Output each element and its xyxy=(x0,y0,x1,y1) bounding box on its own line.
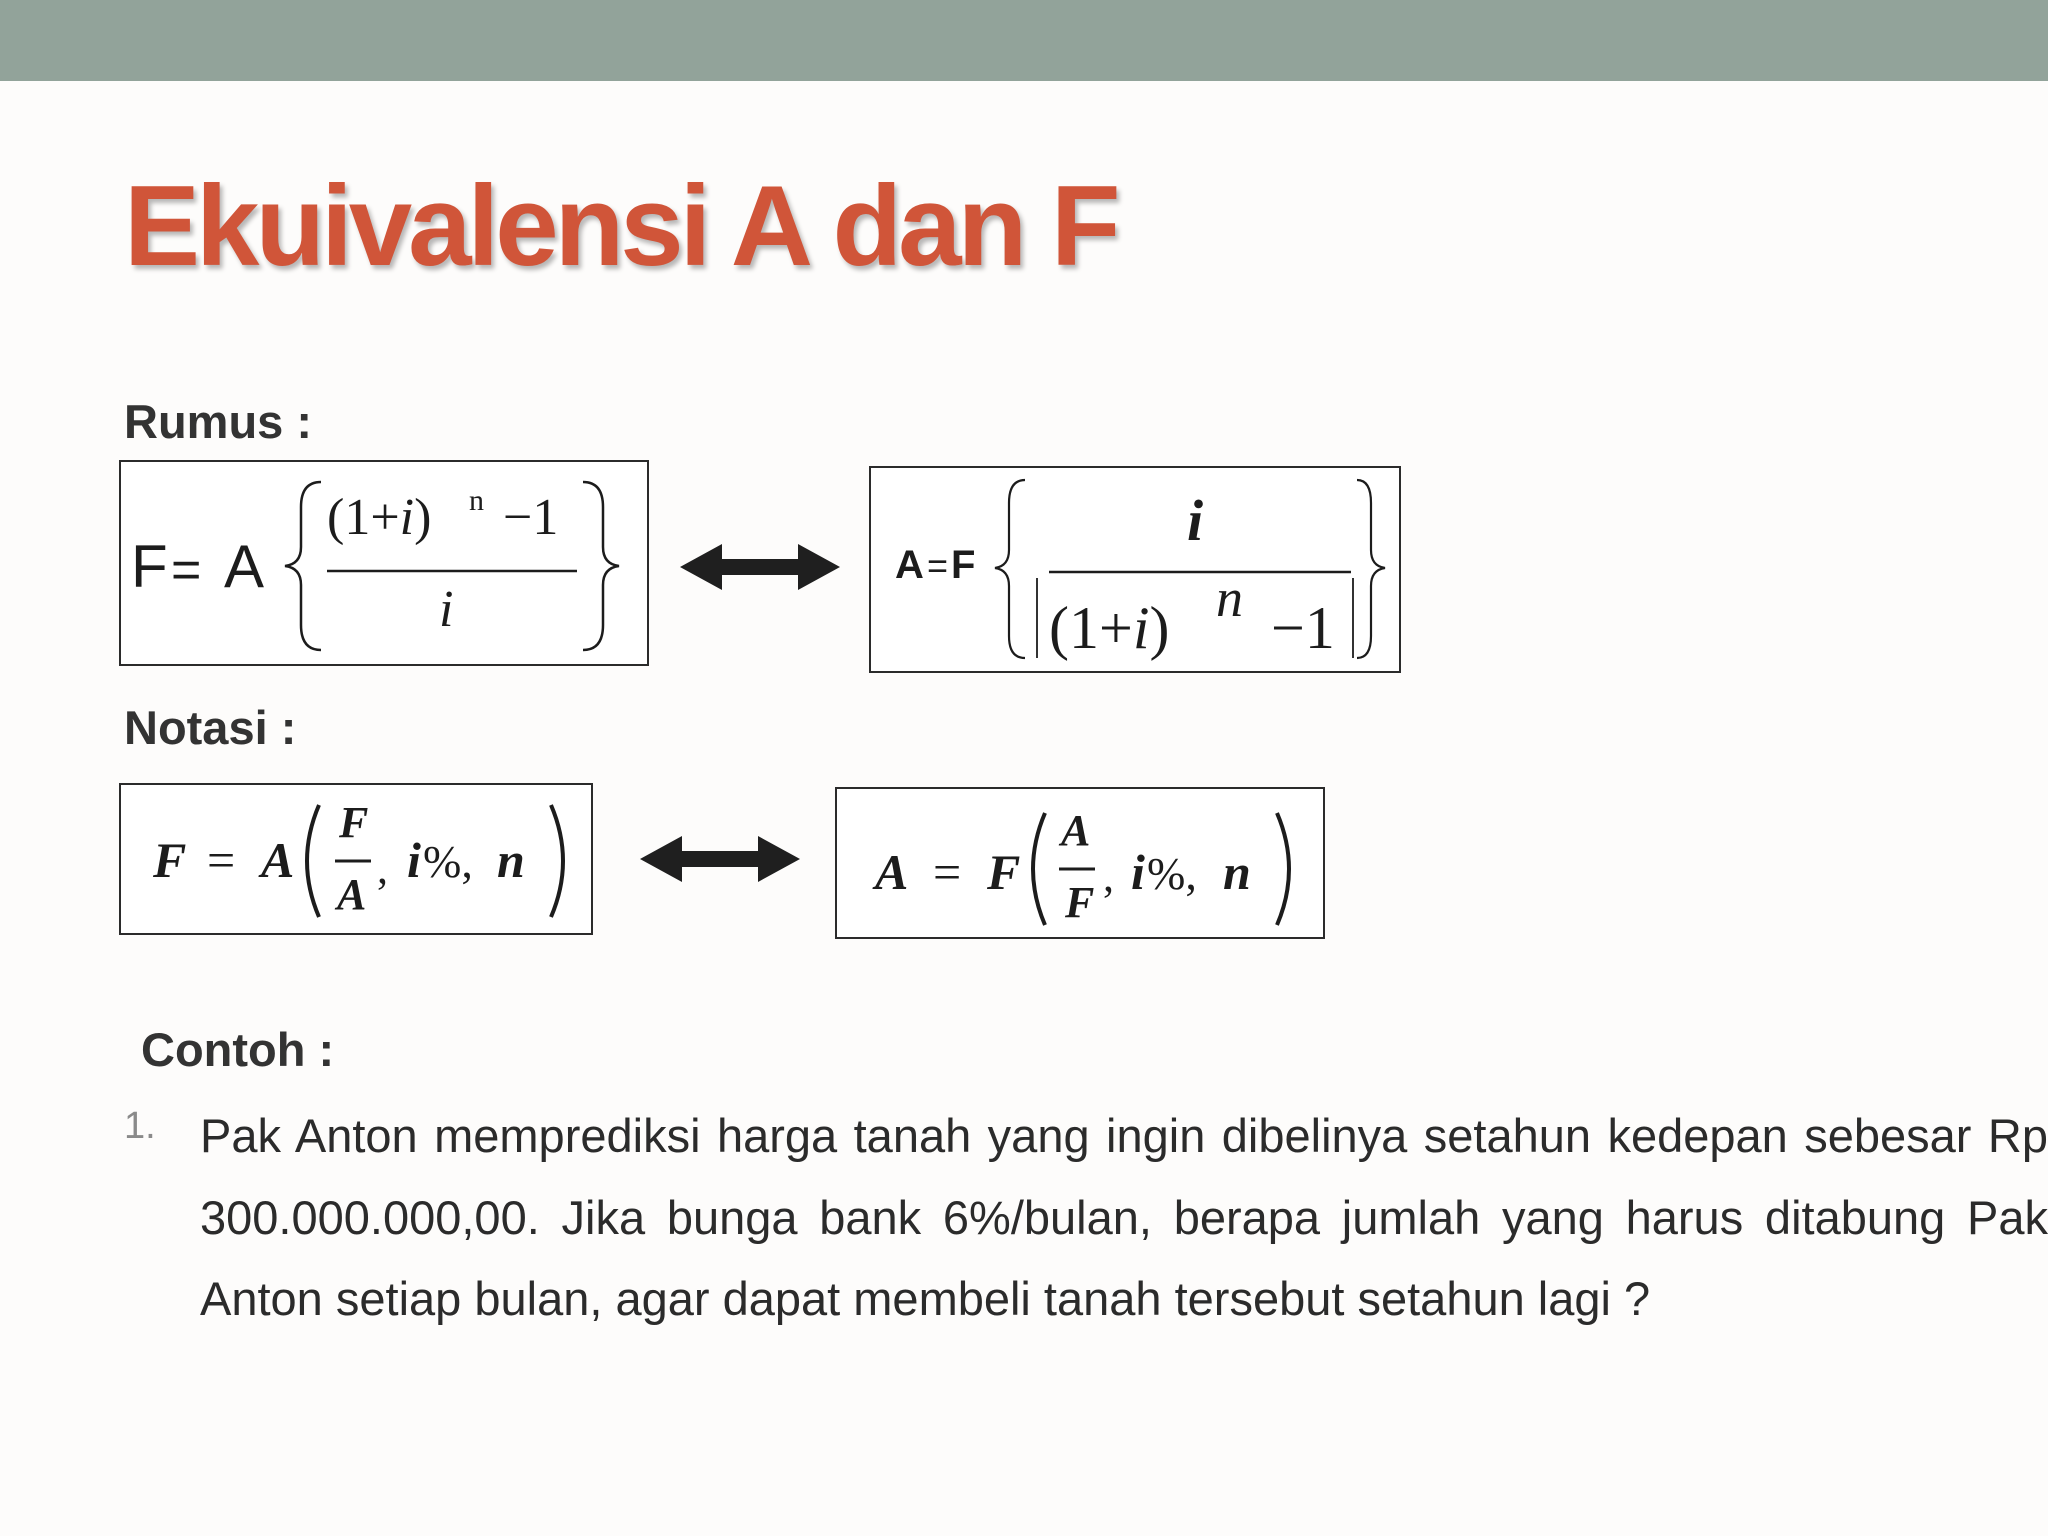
svg-text:−1: −1 xyxy=(1271,595,1335,661)
svg-text:F: F xyxy=(987,844,1021,900)
notation-a-f xyxy=(835,787,1325,939)
svg-text:A: A xyxy=(261,832,295,888)
svg-text:i: i xyxy=(407,832,421,888)
svg-text:n: n xyxy=(497,832,525,888)
svg-text:A: A xyxy=(895,543,924,587)
svg-text:A: A xyxy=(224,533,265,600)
slide-title: Ekuivalensi A dan F xyxy=(124,163,1117,290)
svg-text:n: n xyxy=(469,484,484,517)
svg-text:=: = xyxy=(207,832,236,888)
svg-text:n: n xyxy=(1216,568,1243,628)
notation-a-f-graphic xyxy=(837,789,1327,941)
svg-text:(1+i): (1+i) xyxy=(1049,595,1170,661)
svg-text:−1: −1 xyxy=(503,489,559,546)
example-text: Pak Anton memprediksi harga tanah yang ingin dibelinya setahun kedepan sebesar Rp 300.000.000,00. Jika bunga bank 6%/bulan, berapa jumlah yang harus ditabung Pak Anton setiap bulan, agar dapat membeli tanah tersebut setahun lagi ? xyxy=(200,1109,2048,1325)
formula-a-from-f-graphic xyxy=(871,468,1403,675)
svg-text:F: F xyxy=(951,543,976,587)
double-arrow-icon xyxy=(640,832,800,886)
svg-text:F: F xyxy=(339,798,369,847)
svg-text:i: i xyxy=(439,581,454,638)
notation-f-a-graphic xyxy=(121,785,595,937)
notasi-label: Notasi : xyxy=(124,701,297,754)
top-accent-bar xyxy=(0,0,2048,81)
svg-text:=: = xyxy=(927,545,949,586)
double-arrow-icon xyxy=(680,540,840,594)
svg-text:%,: %, xyxy=(423,836,473,887)
svg-text:F: F xyxy=(131,533,168,600)
contoh-label: Contoh : xyxy=(141,1023,335,1076)
rumus-label: Rumus : xyxy=(124,395,312,448)
formula-f-from-a-graphic xyxy=(121,462,651,668)
svg-text:F: F xyxy=(1065,878,1095,927)
svg-text:n: n xyxy=(1223,844,1251,900)
svg-text:=: = xyxy=(933,844,962,900)
svg-text:i: i xyxy=(1131,844,1145,900)
formula-a-from-f xyxy=(869,466,1401,673)
svg-text:A: A xyxy=(875,844,909,900)
svg-text:,: , xyxy=(377,844,388,893)
svg-text:(1+i): (1+i) xyxy=(327,489,432,546)
list-number: 1. xyxy=(124,1105,156,1147)
svg-text:%,: %, xyxy=(1147,848,1197,899)
svg-text:A: A xyxy=(1061,806,1091,855)
notation-f-a xyxy=(119,783,593,935)
svg-text:i: i xyxy=(1187,488,1204,553)
svg-text:=: = xyxy=(171,541,202,599)
svg-text:,: , xyxy=(1103,852,1114,901)
svg-text:F: F xyxy=(153,832,187,888)
formula-f-from-a xyxy=(119,460,649,666)
svg-text:A: A xyxy=(337,870,367,919)
